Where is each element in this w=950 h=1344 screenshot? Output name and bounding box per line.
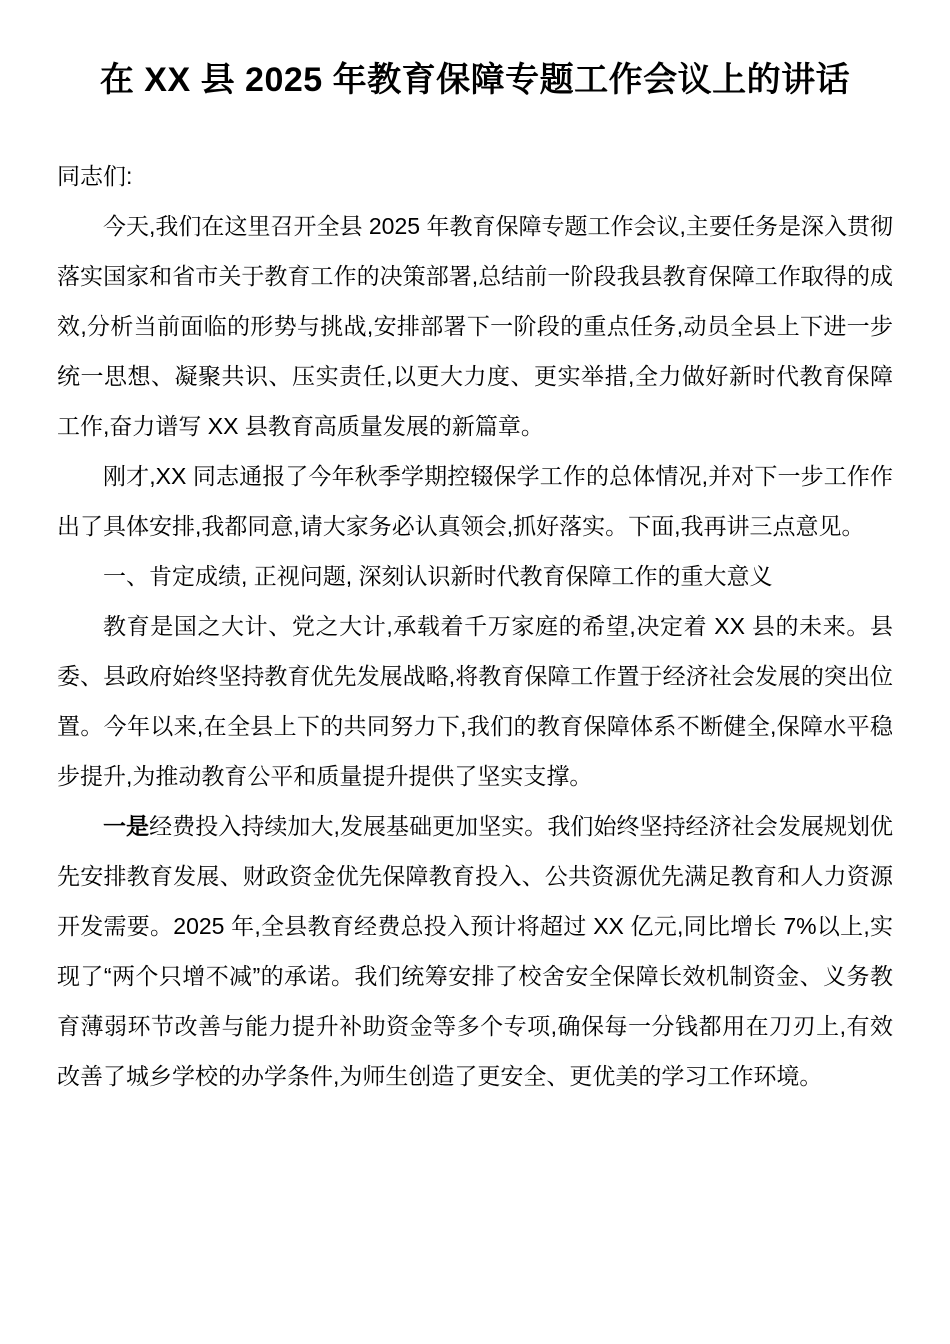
paragraph-opening: 今天,我们在这里召开全县 2025 年教育保障专题工作会议,主要任务是深入贯彻落实国家和省市关于教育工作的决策部署,总结前一阶段我县教育保障工作取得的成效,分析当前面临的形势与挑战,安排部署下一阶段的重点任务,动员全县上下进一步统一思想、凝聚共识、压实责任,以更大力度、更实举措,全力做好新时代教育保障工作,奋力谱写 XX 县教育高质量发展的新篇章。 [57,213,893,440]
paragraph-bold-lead: 一是 [103,813,150,840]
paragraph-briefing: 刚才,XX 同志通报了今年秋季学期控辍保学工作的总体情况,并对下一步工作作出了具体安排,我都同意,请大家务必认真领会,抓好落实。下面,我再讲三点意见。 [57,463,893,540]
section-heading-one: 一、肯定成绩, 正视问题, 深刻认识新时代教育保障工作的重大意义 [103,563,773,590]
document-body [57,151,893,1101]
paragraph-funding [57,801,893,1101]
paragraph-significance: 教育是国之大计、党之大计,承载着千万家庭的希望,决定着 XX 县的未来。县委、县政府始终坚持教育优先发展战略,将教育保障工作置于经济社会发展的突出位置。今年以来,在全县上下的共同努力下,我们的教育保障体系不断健全,保障水平稳步提升,为推动教育公平和质量提升提供了坚实支撑。 [57,613,893,790]
document-title: 在 XX 县 2025 年教育保障专题工作会议上的讲话 [99,61,851,99]
paragraph-funding-text: 经费投入持续加大,发展基础更加坚实。我们始终坚持经济社会发展规划优先安排教育发展、财政资金优先保障教育投入、公共资源优先满足教育和人力资源开发需要。2025 年,全县教育经费总投入预计将超过 XX 亿元,同比增长 7%以上,实现了“两个只增不减”的承诺。我们统筹安排了校舍安全保障长效机制资金、义务教育薄弱环节改善与能力提升补助资金等多个专项,确保每一分钱都用在刀刃上,有效改善了城乡学校的办学条件,为师生创造了更安全、更优美的学习工作环境。 [57,813,894,1090]
salutation: 同志们: [57,163,133,190]
